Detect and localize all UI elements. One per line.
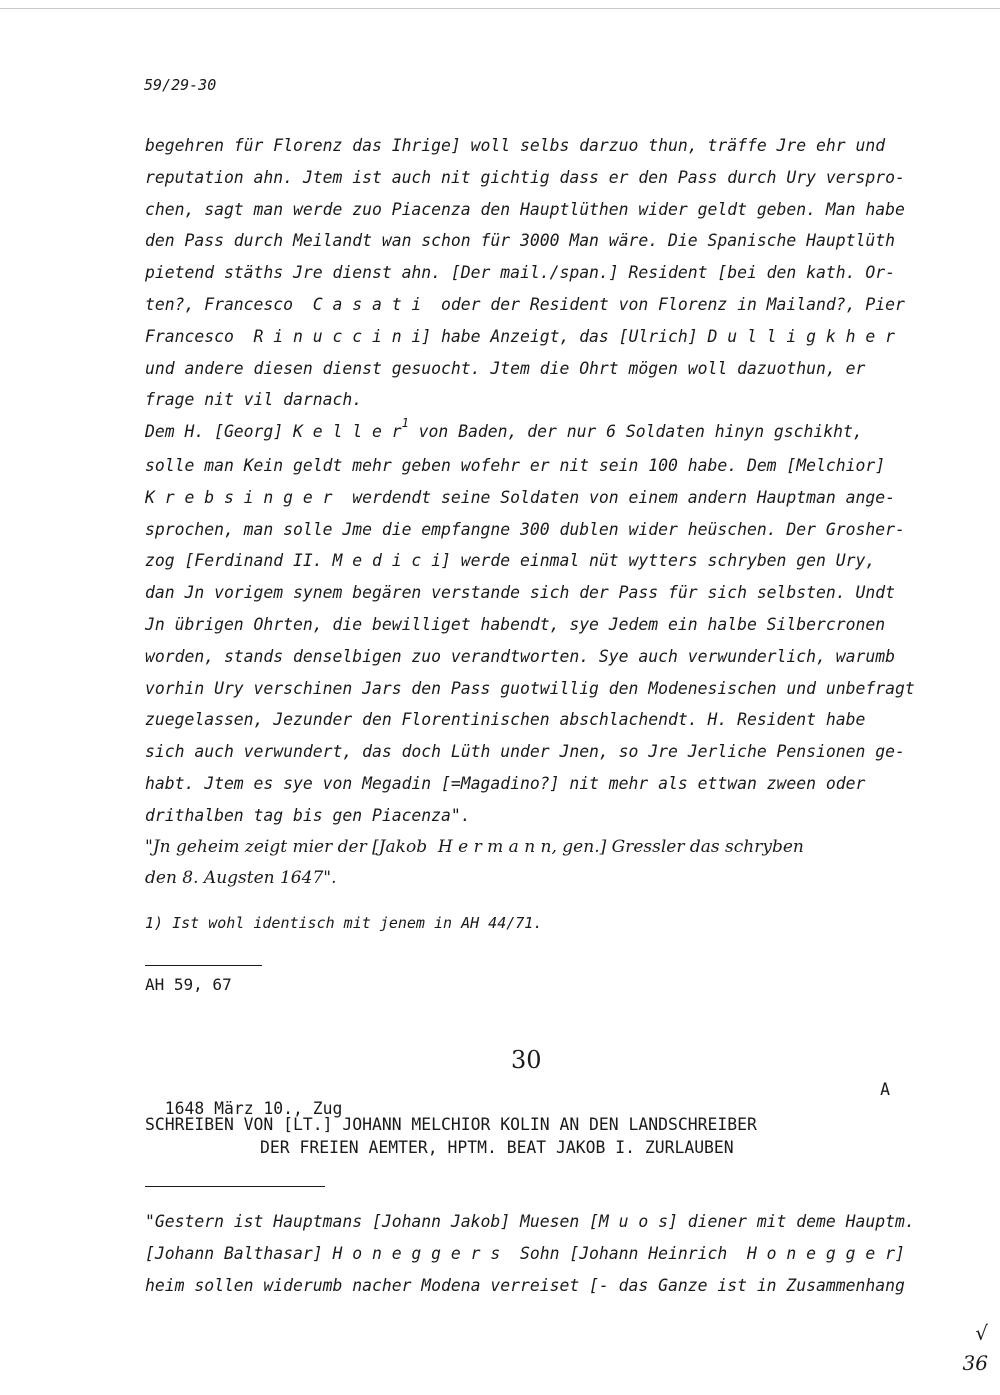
keller-text-before: Dem H. [Georg] K e l l e r <box>145 422 402 442</box>
text-line: vorhin Ury verschinen Jars den Pass guotwillig den Modenesischen und unbefragt <box>145 678 915 698</box>
checkmark-annotation: √ <box>975 1321 988 1345</box>
text-line: ten?, Francesco C a s a t i oder der Resident von Florenz in Mailand?, Pier <box>145 294 905 314</box>
quote-line: heim sollen widerumb nacher Modena verreiset [- das Ganze ist in Zusammenhang <box>145 1275 905 1295</box>
text-line: frage nit vil darnach. <box>145 390 363 410</box>
text-line: begehren für Florenz das Ihrige] woll selbs darzuo thun, träffe Jre ehr und <box>145 136 886 155</box>
title-line: SCHREIBEN VON [LT.] JOHANN MELCHIOR KOLIN AN DEN LANDSCHREIBER <box>145 1115 757 1134</box>
archive-reference: AH 59, 67 <box>145 975 232 994</box>
scan-top-edge <box>0 8 1000 9</box>
handwritten-line: "Jn geheim zeigt mier der [Jakob H e r m a n n, gen.] Gressler das schryben <box>145 836 804 857</box>
text-line: reputation ahn. Jtem ist auch nit gichtig dass er den Pass durch Ury verspro- <box>145 167 905 187</box>
separator-rule <box>145 1186 325 1187</box>
footnote: 1) Ist wohl identisch mit jenem in AH 44/71. <box>145 914 543 932</box>
text-line: und andere diesen dienst gesuocht. Jtem die Ohrt mögen woll dazuothun, er <box>145 358 866 378</box>
text-line-keller <box>145 416 935 450</box>
footnote-marker: 1 <box>401 416 409 431</box>
page-reference: 59/29-30 <box>144 76 217 94</box>
document-title <box>145 1113 757 1159</box>
text-line: Francesco R i n u c c i n i] habe Anzeigt, das [Ulrich] D u l l i g k h e r <box>145 326 895 346</box>
margin-annotations <box>948 1318 988 1378</box>
text-line: sprochen, man solle Jme die empfangne 300 dublen wider heüschen. Der Grosher- <box>145 519 905 539</box>
text-line: chen, sagt man werde zuo Piacenza den Hauptlüthen wider geldt geben. Man habe <box>145 199 905 219</box>
text-line: worden, stands denselbigen zuo verandtworten. Sye auch verwunderlich, warumb <box>145 646 895 666</box>
text-line: dan Jn vorigem synem begären verstande sich der Pass für sich selbsten. Undt <box>145 583 895 603</box>
text-line: Jn übrigen Ohrten, die bewilliget habendt, sye Jedem ein halbe Silbercronen <box>145 614 886 634</box>
title-line: DER FREIEN AEMTER, HPTM. BEAT JAKOB I. ZURLAUBEN <box>260 1138 734 1157</box>
separator-rule <box>145 965 262 966</box>
text-line: solle man Kein geldt mehr geben wofehr er nit sein 100 habe. Dem [Melchior] <box>145 455 886 475</box>
quote-line: "Gestern ist Hauptmans [Johann Jakob] Muesen [M u o s] diener mit deme Hauptm. <box>145 1212 915 1231</box>
handwritten-line: den 8. Augsten 1647". <box>145 868 337 889</box>
category-letter: A <box>880 1080 890 1099</box>
text-line: habt. Jtem es sye von Megadin [=Magadino?] nit mehr als ettwan zween oder <box>145 773 866 793</box>
text-line: zuegelassen, Jezunder den Florentinischen abschlachendt. H. Resident habe <box>145 710 866 730</box>
text-line: pietend stäths Jre dienst ahn. [Der mail./span.] Resident [bei den kath. Or- <box>145 263 895 283</box>
text-line: K r e b s i n g e r werdendt seine Soldaten von einem andern Hauptman ange- <box>145 487 895 507</box>
letter-quote <box>145 1206 935 1301</box>
continuation-text <box>145 130 935 895</box>
text-line: drithalben tag bis gen Piacenza". <box>145 805 471 825</box>
quote-line: [Johann Balthasar] H o n e g g e r s Sohn [Johann Heinrich H o n e g g e r] <box>145 1243 905 1263</box>
page-number-annotation: 36 <box>962 1351 988 1375</box>
text-line: den Pass durch Meilandt wan schon für 3000 Man wäre. Die Spanische Hauptlüth <box>145 231 895 251</box>
text-line: sich auch verwundert, das doch Lüth under Jnen, so Jre Jerliche Pensionen ge- <box>145 742 905 762</box>
text-line: zog [Ferdinand II. M e d i c i] werde einmal nüt wytters schryben gen Ury, <box>145 551 876 571</box>
date-place: 1648 März 10., Zug <box>164 1099 343 1118</box>
document-number: 30 <box>511 1046 542 1074</box>
keller-text-after: von Baden, der nur 6 Soldaten hinyn gschikht, <box>408 422 863 442</box>
